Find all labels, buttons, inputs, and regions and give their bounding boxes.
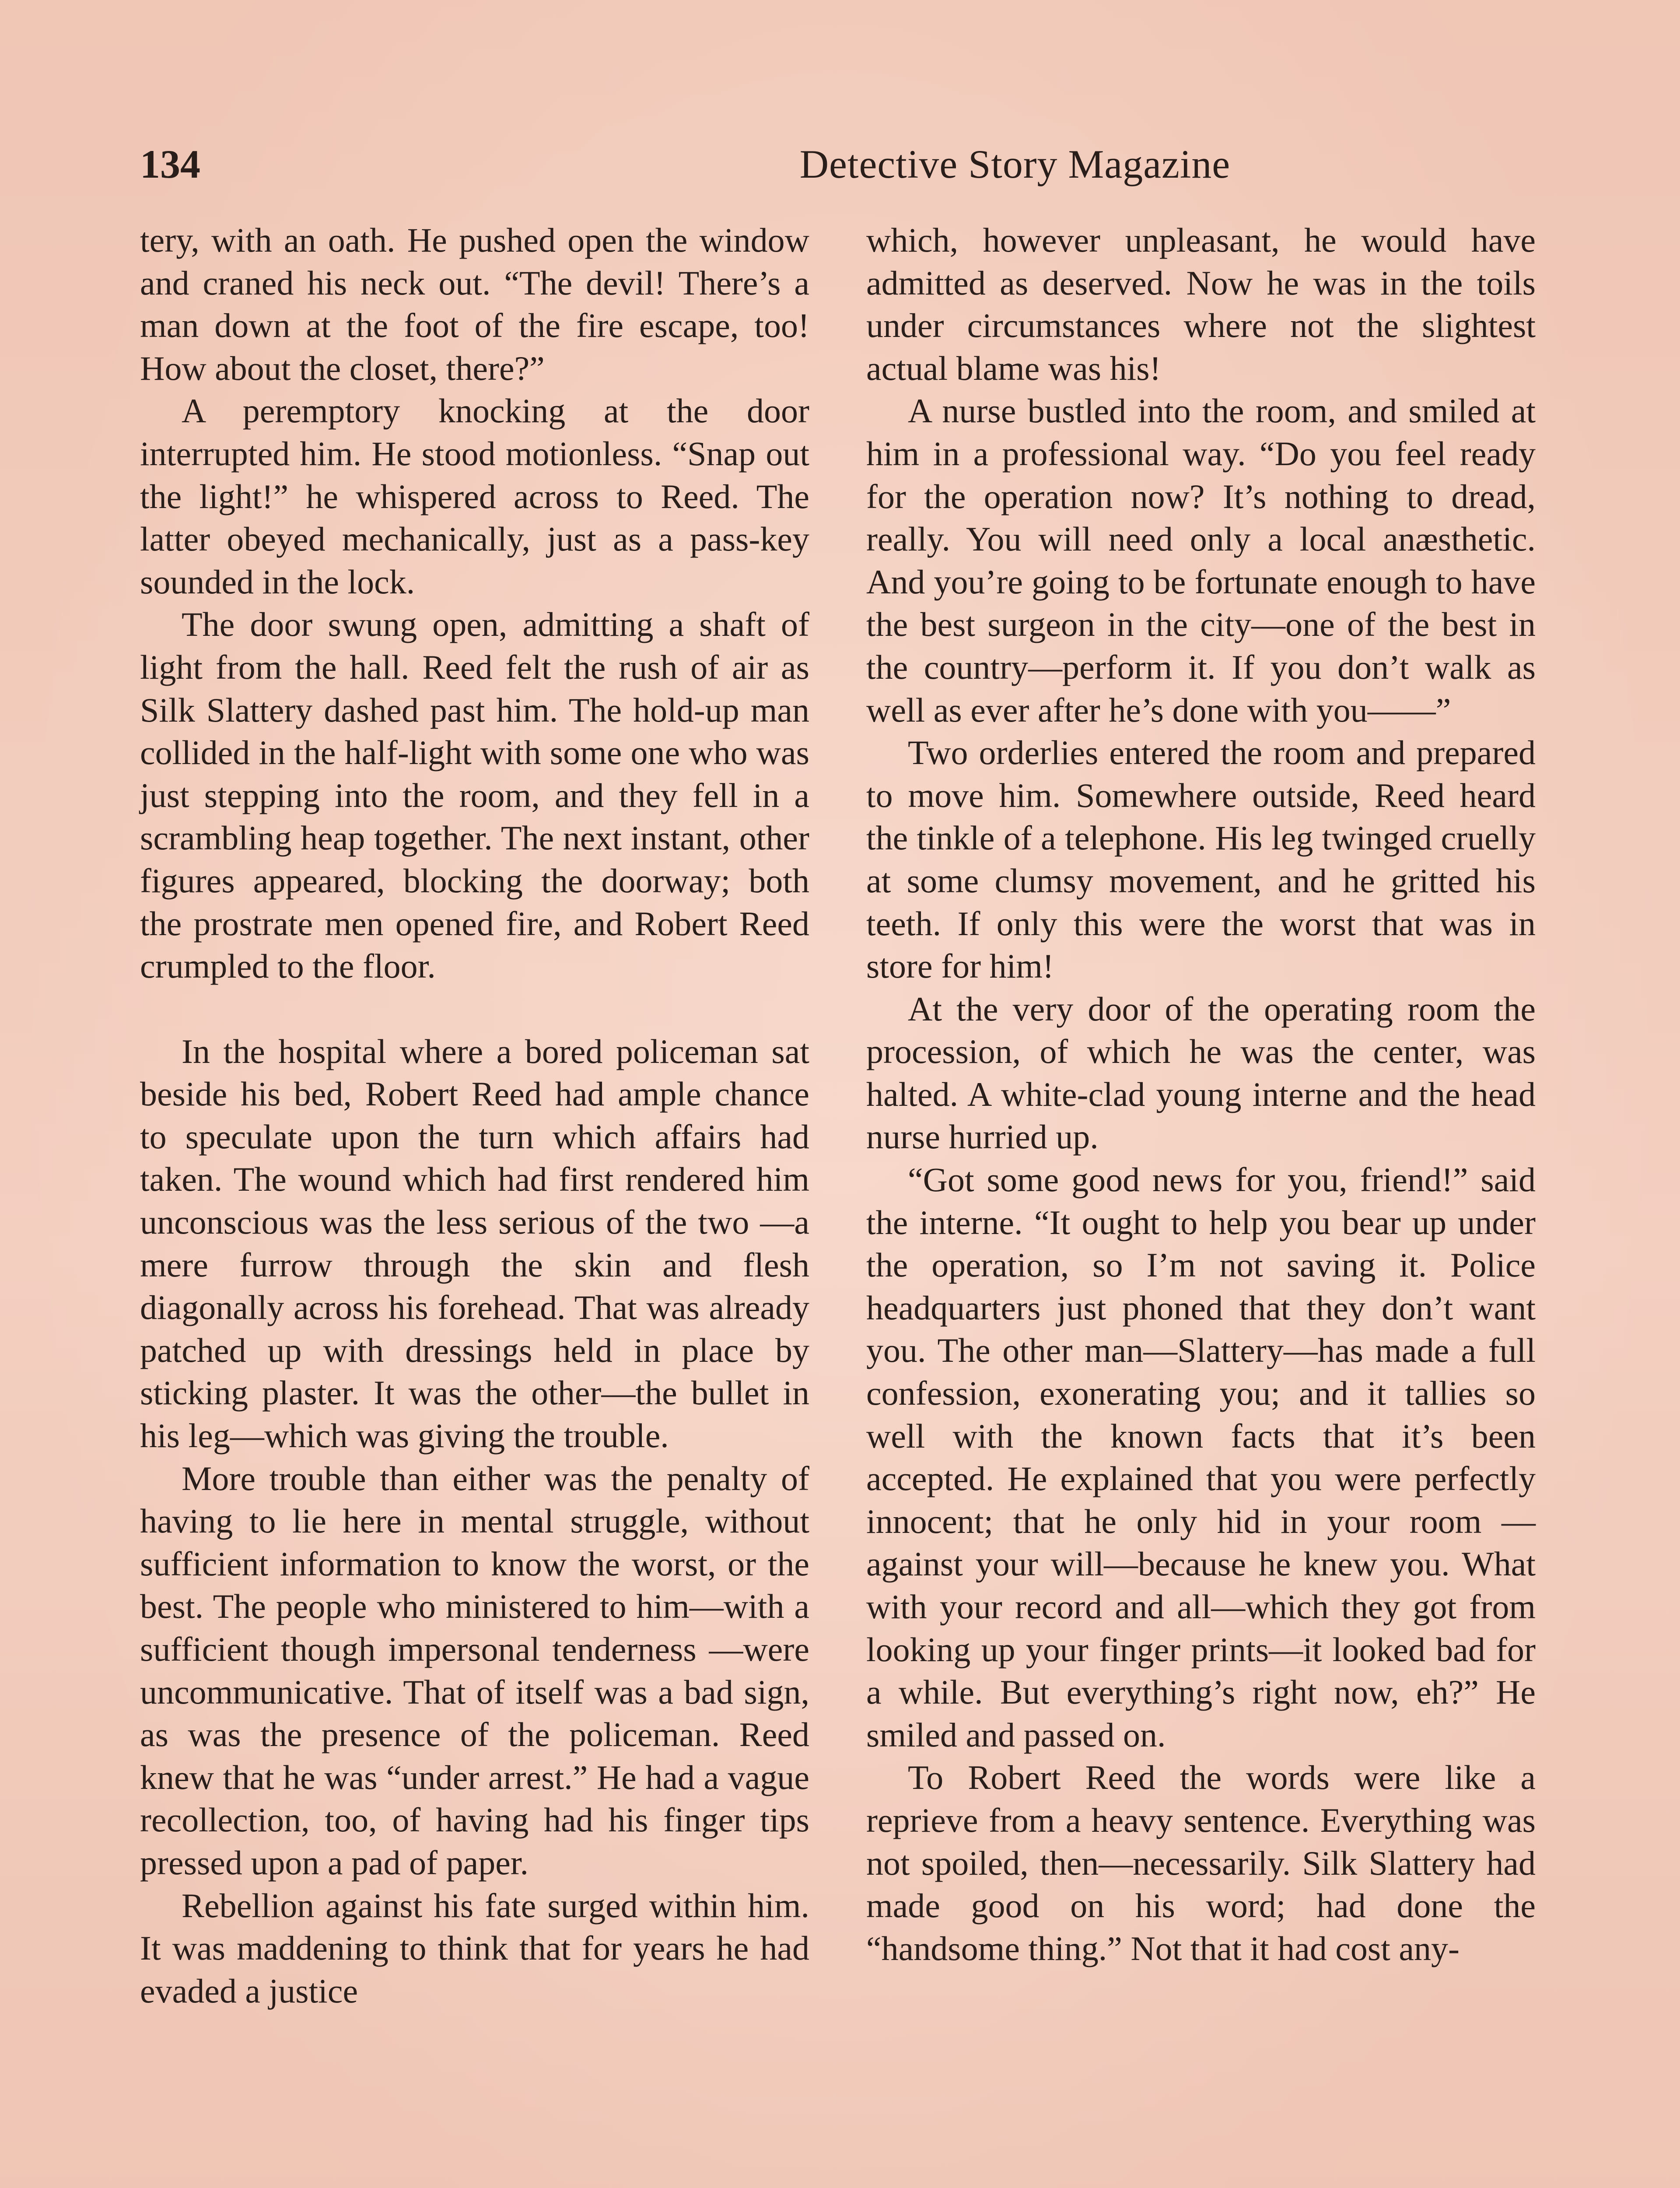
right-column [866,219,1536,1970]
paragraph: “Got some good news for you, friend!” said the interne. “It ought to help you bear up under the operation, so I’m not saving it. Police headquarters just phoned that they don’t want you. The other man—Slattery—has made a full confession, exonerating you; and it tallies so well with the known facts that it’s been accepted. He explained that you were perfectly innocent; that he only hid in your room —against your will—because he knew you. What with your record and all—which they got from looking up your finger prints—it looked bad for a while. But everything’s right now, eh?” He smiled and passed on. [866,1161,1536,1754]
paragraph: At the very door of the operating room the procession, of which he was the center, was halted. A white-clad young interne and the head nurse hurried up. [866,989,1536,1156]
paragraph: Two orderlies entered the room and prepared to move him. Somewhere outside, Reed heard the tinkle of a telephone. His leg twinged cruelly at some clumsy movement, and he gritted his teeth. If only this were the worst that was in store for him! [866,733,1536,985]
paragraph: tery, with an oath. He pushed open the window and craned his neck out. “The devil! There’s a man down at the foot of the fire escape, too! How about the closet, there?” [140,221,809,387]
paragraph: A peremptory knocking at the door interrupted him. He stood motionless. “Snap out the light!” he whispered across to Reed. The latter obeyed mechanically, just as a pass-key sounded in the lock. [140,392,809,601]
paragraph: The door swung open, admitting a shaft of light from the hall. Reed felt the rush of air as Silk Slattery dashed past him. The hold-up man collided in the half-light with some one who was just stepping into the room, and they fell in a scrambling heap together. The next instant, other figures appeared, blocking the doorway; both the prostrate men opened fire, and Robert Reed crumpled to the floor. [140,605,809,985]
paragraph: In the hospital where a bored policeman sat beside his bed, Robert Reed had ample chance to speculate upon the turn which affairs had taken. The wound which had first rendered him unconscious was the less serious of the two —a mere furrow through the skin and flesh diagonally across his forehead. That was already patched up with dressings held in place by sticking plaster. It was the other—the bullet in his leg—which was giving the trouble. [140,1032,809,1455]
running-title: Detective Story Magazine [799,142,1231,186]
paragraph: Rebellion against his fate surged within him. It was maddening to think that for years he had evaded a justice [140,1886,809,2010]
paragraph: A nurse bustled into the room, and smiled at him in a professional way. “Do you feel ready for the operation now? It’s nothing to dread, really. You will need only a local anæsthetic. And you’re going to be fortunate enough to have the best surgeon in the city—one of the best in the country—perform it. If you don’t walk as well as ever after he’s done with you——” [866,392,1536,729]
paragraph: To Robert Reed the words were like a reprieve from a heavy sentence. Everything was not spoiled, then—necessarily. Silk Slattery had made good on his word; had done the “handsome thing.” Not that it had cost any- [866,1758,1536,1967]
page-header [140,131,1540,197]
paragraph: which, however unpleasant, he would have admitted as deserved. Now he was in the toils under circumstances where not the slightest actual blame was his! [866,221,1536,387]
page-number: 134 [140,142,200,186]
left-column [140,219,809,2012]
paragraph: More trouble than either was the penalty of having to lie here in mental struggle, without sufficient information to know the worst, or the best. The people who ministered to him—with a sufficient though impersonal tenderness —were uncommunicative. That of itself was a bad sign, as was the presence of the policeman. Reed knew that he was “under arrest.” He had a vague recollection, too, of having had his finger tips pressed upon a pad of paper. [140,1459,809,1882]
